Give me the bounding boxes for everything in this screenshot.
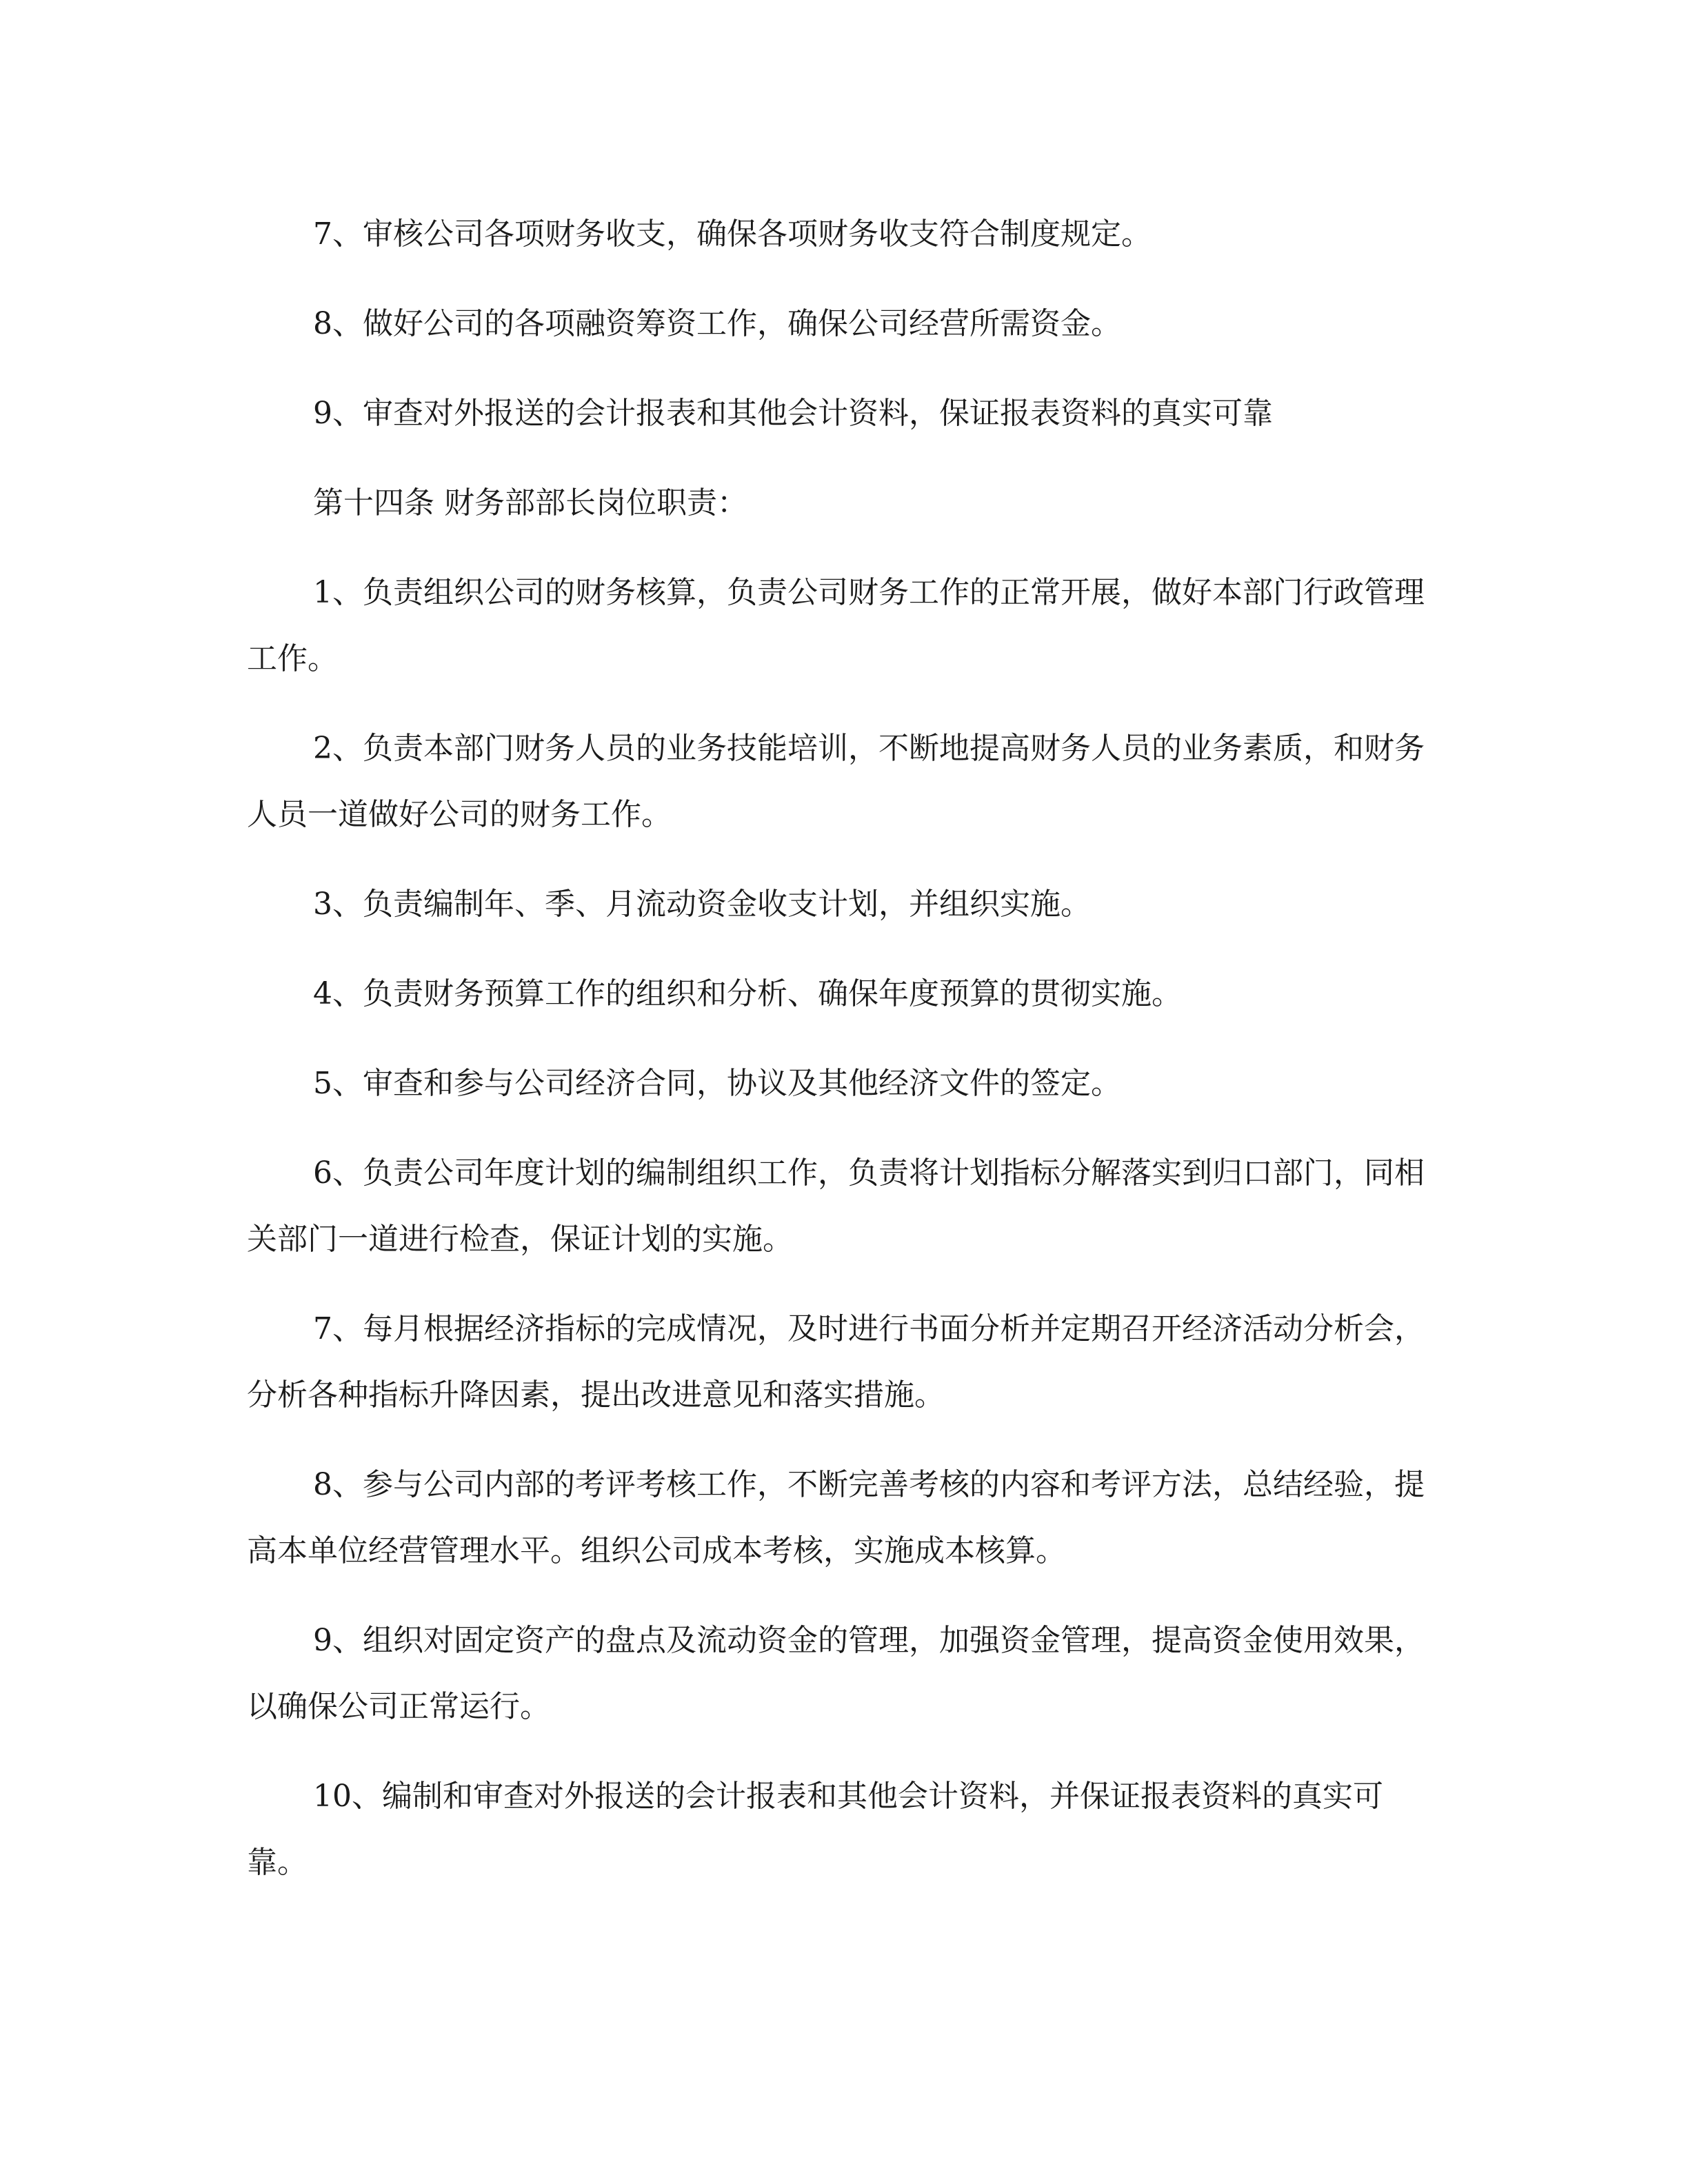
paragraph-duty-4: 4、负责财务预算工作的组织和分析、确保年度预算的贯彻实施。: [313, 976, 1182, 1011]
document-body: [247, 201, 1433, 1919]
paragraph-duty-3: 3、负责编制年、季、月流动资金收支计划，并组织实施。: [313, 887, 1091, 922]
paragraph-item-7-audit: 7、审核公司各项财务收支，确保各项财务收支符合制度规定。: [313, 216, 1152, 252]
paragraph-duty-7: 7、每月根据经济指标的完成情况，及时进行书面分析并定期召开经济活动分析会，分析各种指标升降因素，提出改进意见和落实措施。: [247, 1311, 1425, 1413]
paragraph-duty-1: 1、负责组织公司的财务核算，负责公司财务工作的正常开展，做好本部门行政管理工作。: [247, 575, 1425, 676]
paragraph-duty-9: 9、组织对固定资产的盘点及流动资金的管理，加强资金管理，提高资金使用效果，以确保公司正常运行。: [247, 1623, 1425, 1724]
paragraph-duty-2: 2、负责本部门财务人员的业务技能培训，不断地提高财务人员的业务素质，和财务人员一道做好公司的财务工作。: [247, 731, 1425, 832]
paragraph-duty-10: 10、编制和审查对外报送的会计报表和其他会计资料，并保证报表资料的真实可靠。: [247, 1779, 1383, 1880]
section-heading-article-14: 第十四条 财务部部长岗位职责：: [313, 485, 747, 520]
paragraph-duty-6: 6、负责公司年度计划的编制组织工作，负责将计划指标分解落实到归口部门，同相关部门一道进行检查，保证计划的实施。: [247, 1155, 1425, 1257]
paragraph-duty-5: 5、审查和参与公司经济合同，协议及其他经济文件的签定。: [313, 1066, 1121, 1101]
paragraph-item-8-financing: 8、做好公司的各项融资筹资工作，确保公司经营所需资金。: [313, 306, 1121, 341]
paragraph-item-9-review-reports: 9、审查对外报送的会计报表和其他会计资料，保证报表资料的真实可靠: [313, 396, 1273, 431]
paragraph-duty-8: 8、参与公司内部的考评考核工作，不断完善考核的内容和考评方法，总结经验，提高本单位经营管理水平。组织公司成本考核，实施成本核算。: [247, 1467, 1425, 1568]
